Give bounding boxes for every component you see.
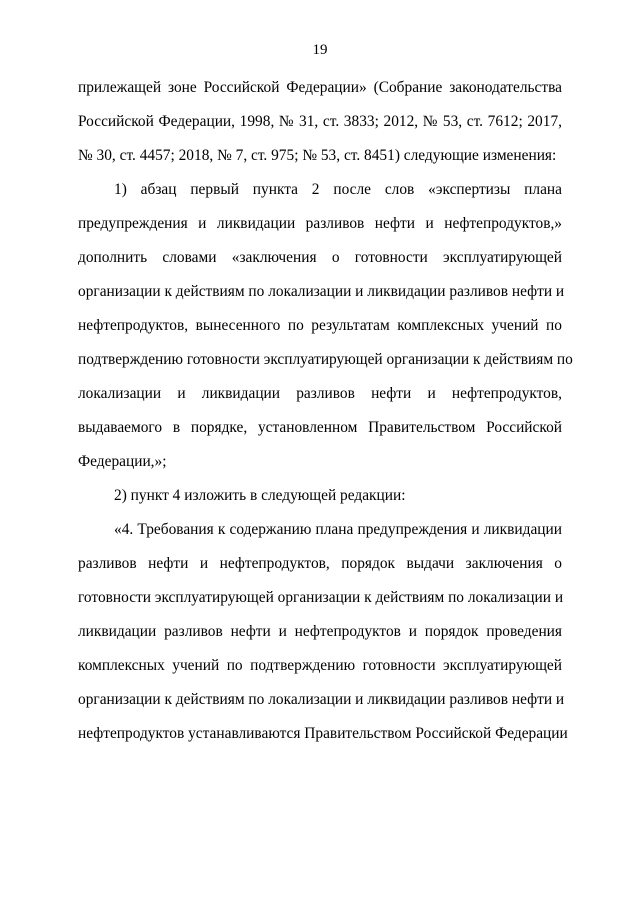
text-line: организации к действиям по локализации и ликвидации разливов нефти и [78,283,565,300]
text-line: № 30, ст. 4457; 2018, № 7, ст. 975; № 53, ст. 8451) следующие изменения: [78,147,557,164]
text-line: Российской Федерации, 1998, № 31, ст. 3833; 2012, № 53, ст. 7612; 2017, [78,113,562,130]
text-line: комплексных учений по подтверждению готовности эксплуатирующей [78,657,562,674]
text-line: готовности эксплуатирующей организации к действиям по локализации и [78,589,564,606]
text-line: нефтепродуктов, вынесенного по результатам комплексных учений по [78,317,562,334]
text-line: локализации и ликвидации разливов нефти и нефтепродуктов, [78,385,562,402]
page-number: 19 [312,42,328,58]
text-line: 2) пункт 4 изложить в следующей редакции: [114,487,406,504]
text-line: дополнить словами «заключения о готовности эксплуатирующей [78,249,562,266]
text-line: ликвидации разливов нефти и нефтепродуктов и порядок проведения [78,623,562,640]
text-line: организации к действиям по локализации и ликвидации разливов нефти и [78,691,565,708]
text-line: нефтепродуктов устанавливаются Правительством Российской Федерации [78,725,568,742]
text-line: подтверждению готовности эксплуатирующей организации к действиям по [78,351,573,368]
text-line: разливов нефти и нефтепродуктов, порядок выдачи заключения о [78,555,562,572]
text-line: «4. Требования к содержанию плана предупреждения и ликвидации [114,521,562,538]
text-line: предупреждения и ликвидации разливов нефти и нефтепродуктов,» [78,215,562,232]
text-line: прилежащей зоне Российской Федерации» (Собрание законодательства [78,79,562,96]
text-line: выдаваемого в порядке, установленном Правительством Российской [78,419,562,436]
text-line: Федерации,»; [78,453,167,470]
document-body [78,74,573,754]
text-line: 1) абзац первый пункта 2 после слов «экспертизы плана [114,181,562,198]
